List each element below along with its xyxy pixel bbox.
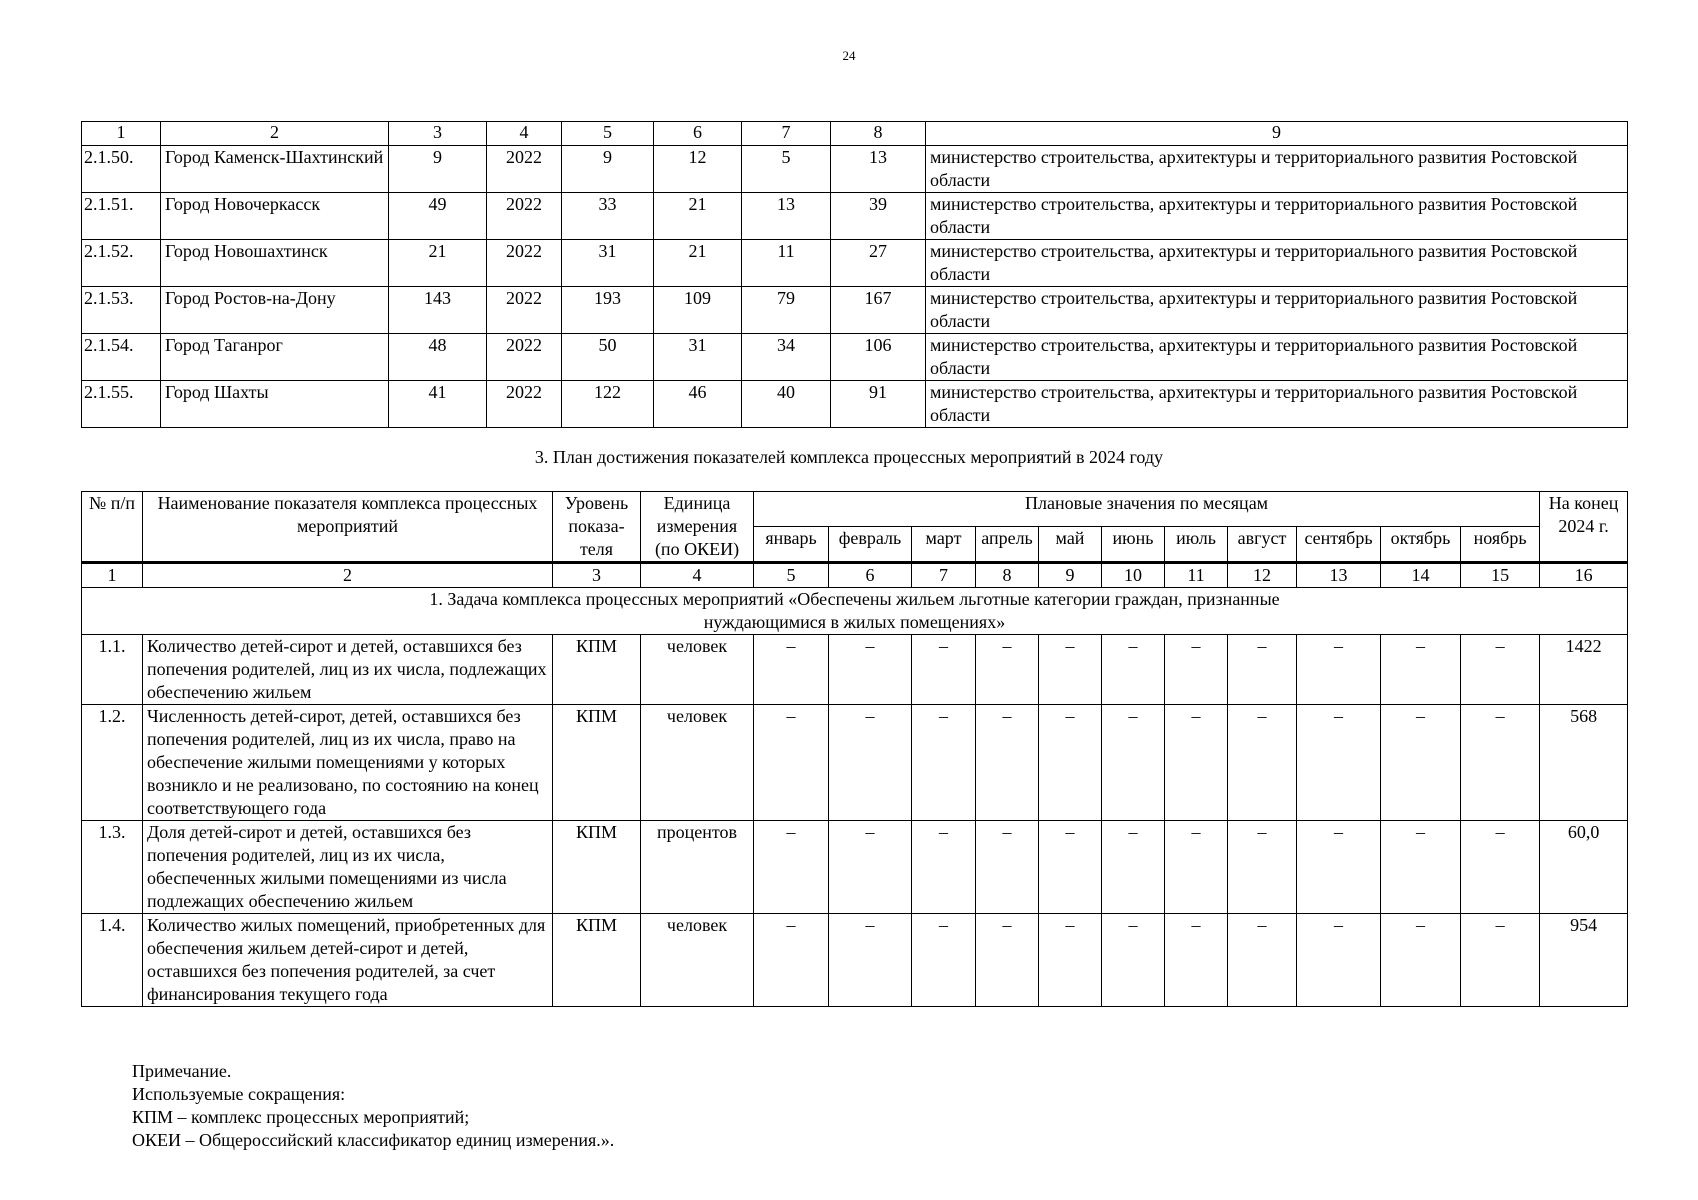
indicator-row: [82, 635, 1628, 705]
note: [132, 1060, 614, 1152]
month-value: –: [1228, 821, 1297, 914]
column-number: 7: [912, 563, 976, 588]
row-code: 2.1.53.: [82, 287, 161, 334]
cell-value: 33: [562, 193, 654, 240]
cell-value: 21: [389, 240, 487, 287]
month-header: февраль: [829, 526, 912, 562]
month-value: –: [976, 914, 1039, 1007]
month-value: –: [1228, 914, 1297, 1007]
note-item: ОКЕИ – Общероссийский классификатор единиц измерения.».: [132, 1130, 615, 1150]
column-number: 7: [742, 122, 831, 146]
cell-value: 5: [742, 146, 831, 193]
month-value: –: [829, 635, 912, 705]
indicator-num: 1.3.: [82, 821, 143, 914]
indicator-name: Численность детей-сирот, детей, оставшихся без попечения родителей, лиц из их числа, право на обеспечение жилыми помещениями у которых возникло и не реализовано, по состоянию на конец соответствующего года: [143, 705, 553, 821]
row-code: 2.1.50.: [82, 146, 161, 193]
month-header: июль: [1165, 526, 1228, 562]
column-number: 12: [1228, 563, 1297, 588]
municipality-name: Город Таганрог: [161, 334, 389, 381]
month-header: октябрь: [1381, 526, 1461, 562]
header-row: [82, 492, 1628, 527]
section-title: 3. План достижения показателей комплекса процессных мероприятий в 2024 году: [534, 447, 1164, 467]
municipality-name: Город Каменск-Шахтинский: [161, 146, 389, 193]
note-item: КПМ – комплекс процессных мероприятий;: [132, 1107, 470, 1127]
cell-value: 12: [654, 146, 742, 193]
column-number: 13: [1297, 563, 1381, 588]
cell-value: 13: [831, 146, 926, 193]
cell-value: 31: [654, 334, 742, 381]
cell-value: 13: [742, 193, 831, 240]
column-number: 3: [553, 563, 641, 588]
responsible-body: министерство строительства, архитектуры и территориального развития Ростовской области: [926, 146, 1628, 193]
cell-value: 9: [562, 146, 654, 193]
month-value: –: [912, 705, 976, 821]
table-row: [82, 334, 1628, 381]
table-header-row: [82, 122, 1628, 146]
month-value: –: [1461, 914, 1540, 1007]
indicator-unit: человек: [641, 705, 754, 821]
month-header: май: [1039, 526, 1102, 562]
month-value: –: [829, 705, 912, 821]
row-code: 2.1.52.: [82, 240, 161, 287]
indicator-end-value: 954: [1540, 914, 1628, 1007]
column-number: 11: [1165, 563, 1228, 588]
month-value: –: [1381, 914, 1461, 1007]
month-value: –: [1039, 635, 1102, 705]
cell-value: 9: [389, 146, 487, 193]
responsible-body: министерство строительства, архитектуры и территориального развития Ростовской области: [926, 193, 1628, 240]
month-value: –: [1165, 914, 1228, 1007]
month-value: –: [1039, 705, 1102, 821]
cell-value: 27: [831, 240, 926, 287]
month-header: ноябрь: [1461, 526, 1540, 562]
month-header: июнь: [1102, 526, 1165, 562]
month-value: –: [754, 821, 829, 914]
column-number: 16: [1540, 563, 1628, 588]
indicator-end-value: 1422: [1540, 635, 1628, 705]
task-row: [82, 588, 1628, 635]
month-value: –: [1381, 705, 1461, 821]
month-header: август: [1228, 526, 1297, 562]
month-value: –: [754, 705, 829, 821]
indicator-row: [82, 821, 1628, 914]
cell-value: 21: [654, 240, 742, 287]
responsible-body: министерство строительства, архитектуры и территориального развития Ростовской области: [926, 240, 1628, 287]
month-value: –: [1461, 821, 1540, 914]
note-title: Примечание.: [132, 1061, 232, 1081]
month-header: март: [912, 526, 976, 562]
cell-value: 46: [654, 381, 742, 428]
indicator-row: [82, 705, 1628, 821]
month-value: –: [829, 821, 912, 914]
indicator-end-value: 60,0: [1540, 821, 1628, 914]
cell-value: 21: [654, 193, 742, 240]
cell-value: 11: [742, 240, 831, 287]
column-number: 4: [487, 122, 562, 146]
month-value: –: [1228, 705, 1297, 821]
responsible-body: министерство строительства, архитектуры и территориального развития Ростовской области: [926, 334, 1628, 381]
column-number: 6: [654, 122, 742, 146]
month-value: –: [912, 821, 976, 914]
month-value: –: [1102, 821, 1165, 914]
cell-year: 2022: [487, 381, 562, 428]
plan-table: [81, 491, 1628, 1007]
month-header: январь: [754, 526, 829, 562]
column-number: 4: [641, 563, 754, 588]
month-value: –: [1461, 705, 1540, 821]
month-value: –: [1165, 635, 1228, 705]
table-row: [82, 240, 1628, 287]
month-value: –: [1381, 821, 1461, 914]
column-number: 6: [829, 563, 912, 588]
indicator-num: 1.4.: [82, 914, 143, 1007]
indicator-level: КПМ: [553, 635, 641, 705]
indicator-level: КПМ: [553, 821, 641, 914]
month-value: –: [1297, 821, 1381, 914]
indicator-num: 1.1.: [82, 635, 143, 705]
cell-value: 41: [389, 381, 487, 428]
month-value: –: [1461, 635, 1540, 705]
month-value: –: [1381, 635, 1461, 705]
indicator-name: Количество жилых помещений, приобретенных для обеспечения жильем детей-сирот и детей, оставшихся без попечения родителей, за счет финансирования текущего года: [143, 914, 553, 1007]
cell-value: 106: [831, 334, 926, 381]
indicator-end-value: 568: [1540, 705, 1628, 821]
month-value: –: [976, 635, 1039, 705]
column-number: 14: [1381, 563, 1461, 588]
month-value: –: [1165, 821, 1228, 914]
month-value: –: [912, 914, 976, 1007]
month-value: –: [1039, 914, 1102, 1007]
cell-value: 91: [831, 381, 926, 428]
column-number: 10: [1102, 563, 1165, 588]
municipality-name: Город Новочеркасск: [161, 193, 389, 240]
month-header: апрель: [976, 526, 1039, 562]
cell-value: 122: [562, 381, 654, 428]
municipalities-table: [81, 121, 1628, 428]
header-plan: Плановые значения по месяцам: [754, 492, 1540, 527]
table-row: [82, 381, 1628, 428]
month-header: сентябрь: [1297, 526, 1381, 562]
municipality-name: Город Шахты: [161, 381, 389, 428]
table-row: [82, 193, 1628, 240]
month-value: –: [754, 914, 829, 1007]
cell-value: 48: [389, 334, 487, 381]
indicator-name: Доля детей-сирот и детей, оставшихся без попечения родителей, лиц из их числа, обеспеченных жилыми помещениями из числа подлежащих обеспечению жильем: [143, 821, 553, 914]
row-code: 2.1.51.: [82, 193, 161, 240]
cell-value: 50: [562, 334, 654, 381]
month-value: –: [1297, 705, 1381, 821]
month-value: –: [912, 635, 976, 705]
month-value: –: [1102, 635, 1165, 705]
cell-value: 39: [831, 193, 926, 240]
cell-year: 2022: [487, 193, 562, 240]
cell-value: 143: [389, 287, 487, 334]
month-value: –: [1039, 821, 1102, 914]
responsible-body: министерство строительства, архитектуры и территориального развития Ростовской области: [926, 287, 1628, 334]
indicator-unit: человек: [641, 914, 754, 1007]
cell-value: 40: [742, 381, 831, 428]
header-end: На конец 2024 г.: [1540, 492, 1628, 563]
row-code: 2.1.55.: [82, 381, 161, 428]
indicator-name: Количество детей-сирот и детей, оставшихся без попечения родителей, лиц из их числа, подлежащих обеспечению жильем: [143, 635, 553, 705]
column-number: 5: [562, 122, 654, 146]
column-number: 2: [143, 563, 553, 588]
task-title: 1. Задача комплекса процессных мероприятий «Обеспечены жильем льготные категории граждан, признанные нуждающимися в жилых помещениях»: [82, 588, 1628, 635]
month-value: –: [829, 914, 912, 1007]
indicator-unit: человек: [641, 635, 754, 705]
column-number: 9: [926, 122, 1628, 146]
column-number: 2: [161, 122, 389, 146]
cell-value: 193: [562, 287, 654, 334]
column-numbers-row: [82, 563, 1628, 588]
column-number: 9: [1039, 563, 1102, 588]
column-number: 8: [976, 563, 1039, 588]
indicator-unit: процентов: [641, 821, 754, 914]
cell-year: 2022: [487, 287, 562, 334]
header-unit: Единица измерения (по ОКЕИ): [641, 492, 754, 563]
indicator-num: 1.2.: [82, 705, 143, 821]
column-number: 15: [1461, 563, 1540, 588]
column-number: 1: [82, 122, 161, 146]
month-value: –: [976, 705, 1039, 821]
cell-value: 34: [742, 334, 831, 381]
municipality-name: Город Новошахтинск: [161, 240, 389, 287]
indicator-level: КПМ: [553, 914, 641, 1007]
header-num: № п/п: [82, 492, 143, 563]
month-value: –: [1165, 705, 1228, 821]
note-subtitle: Используемые сокращения:: [132, 1084, 346, 1104]
responsible-body: министерство строительства, архитектуры и территориального развития Ростовской области: [926, 381, 1628, 428]
header-name: Наименование показателя комплекса процессных мероприятий: [143, 492, 553, 563]
cell-year: 2022: [487, 334, 562, 381]
cell-value: 79: [742, 287, 831, 334]
row-code: 2.1.54.: [82, 334, 161, 381]
month-value: –: [1297, 635, 1381, 705]
cell-value: 167: [831, 287, 926, 334]
table-row: [82, 287, 1628, 334]
month-value: –: [754, 635, 829, 705]
month-value: –: [976, 821, 1039, 914]
cell-value: 49: [389, 193, 487, 240]
month-value: –: [1297, 914, 1381, 1007]
table-row: [82, 146, 1628, 193]
cell-value: 31: [562, 240, 654, 287]
cell-year: 2022: [487, 146, 562, 193]
cell-year: 2022: [487, 240, 562, 287]
month-value: –: [1102, 914, 1165, 1007]
cell-value: 109: [654, 287, 742, 334]
month-value: –: [1102, 705, 1165, 821]
municipality-name: Город Ростов-на-Дону: [161, 287, 389, 334]
column-number: 8: [831, 122, 926, 146]
column-number: 1: [82, 563, 143, 588]
column-number: 5: [754, 563, 829, 588]
page-number: 24: [842, 48, 856, 63]
column-number: 3: [389, 122, 487, 146]
header-level: Уровень показа-теля: [553, 492, 641, 563]
month-value: –: [1228, 635, 1297, 705]
indicator-level: КПМ: [553, 705, 641, 821]
indicator-row: [82, 914, 1628, 1007]
